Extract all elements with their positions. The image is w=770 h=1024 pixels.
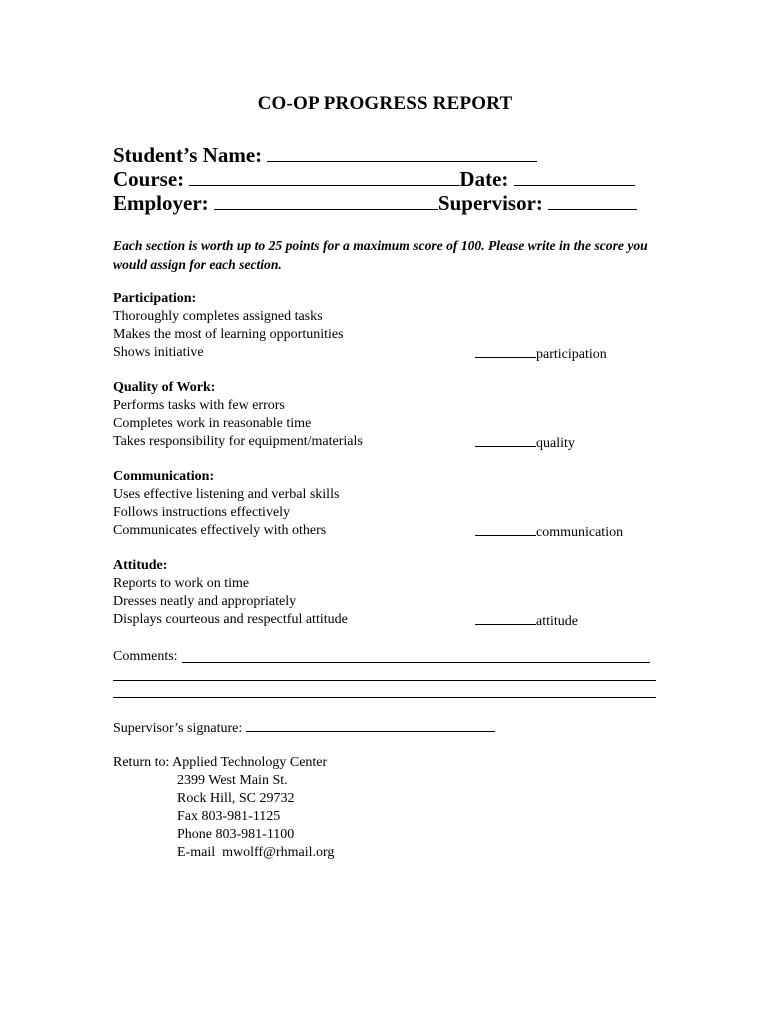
criteria-item: Follows instructions effectively xyxy=(113,505,291,520)
return-city: Rock Hill, SC 29732 xyxy=(177,791,295,806)
criteria-item: Communicates effectively with others xyxy=(113,523,327,538)
section-title: Participation: xyxy=(113,291,197,306)
criteria-item: Thoroughly completes assigned tasks xyxy=(113,309,323,324)
signature-field[interactable] xyxy=(246,718,495,732)
return-address xyxy=(113,754,334,862)
criteria-item: Shows initiative xyxy=(113,345,204,360)
criteria-item: Reports to work on time xyxy=(113,576,250,591)
return-fax: Fax 803-981-1125 xyxy=(177,809,281,824)
instructions-text: Each section is worth up to 25 points for a maximum score of 100. Please write in the score you would assign for each section. xyxy=(113,238,648,272)
student-name-field[interactable] xyxy=(267,143,537,162)
quality-score-field[interactable] xyxy=(475,433,536,447)
criteria-item: Displays courteous and respectful attitude xyxy=(113,612,348,627)
criteria-item: Takes responsibility for equipment/materials xyxy=(113,434,363,449)
employer-label: Employer: xyxy=(113,191,209,215)
quality-score xyxy=(475,433,575,453)
comments-line[interactable] xyxy=(113,697,656,698)
return-email: E-mail mwolff@rhmail.org xyxy=(177,845,335,860)
return-org: Applied Technology Center xyxy=(172,755,328,770)
quality-section xyxy=(113,379,673,451)
criteria-item: Makes the most of learning opportunities xyxy=(113,327,344,342)
course-label: Course: xyxy=(113,167,185,191)
course-row xyxy=(113,167,635,191)
score-label: participation xyxy=(536,347,607,362)
communication-score xyxy=(475,522,623,542)
criteria-item: Completes work in reasonable time xyxy=(113,416,312,431)
return-street: 2399 West Main St. xyxy=(177,773,288,788)
page-title: CO-OP PROGRESS REPORT xyxy=(257,93,513,114)
attitude-score xyxy=(475,611,578,631)
employer-field[interactable] xyxy=(214,191,438,210)
signature-row xyxy=(113,718,495,738)
criteria-item: Performs tasks with few errors xyxy=(113,398,285,413)
course-field[interactable] xyxy=(189,167,459,186)
return-phone: Phone 803-981-1100 xyxy=(177,827,295,842)
section-title: Attitude: xyxy=(113,558,168,573)
comments-line[interactable] xyxy=(113,680,656,681)
supervisor-label: Supervisor: xyxy=(437,191,543,215)
return-label: Return to: xyxy=(113,755,170,770)
signature-label: Supervisor’s signature: xyxy=(113,721,243,736)
attitude-section xyxy=(113,557,673,629)
comments-line[interactable] xyxy=(182,662,650,663)
score-label: communication xyxy=(536,525,624,540)
student-name-label: Student’s Name: xyxy=(113,143,263,167)
student-name-row xyxy=(113,143,537,167)
criteria-item: Uses effective listening and verbal skills xyxy=(113,487,340,502)
section-title: Communication: xyxy=(113,469,215,484)
communication-score-field[interactable] xyxy=(475,522,536,536)
participation-score-field[interactable] xyxy=(475,344,536,358)
participation-score xyxy=(475,344,607,364)
score-label: attitude xyxy=(536,614,578,629)
date-label: Date: xyxy=(459,167,509,191)
attitude-score-field[interactable] xyxy=(475,611,536,625)
comments-label: Comments: xyxy=(113,649,178,664)
date-field[interactable] xyxy=(514,167,635,186)
section-title: Quality of Work: xyxy=(113,380,216,395)
score-label: quality xyxy=(536,436,575,451)
employer-row xyxy=(113,191,637,215)
criteria-item: Dresses neatly and appropriately xyxy=(113,594,297,609)
supervisor-field[interactable] xyxy=(548,191,637,210)
